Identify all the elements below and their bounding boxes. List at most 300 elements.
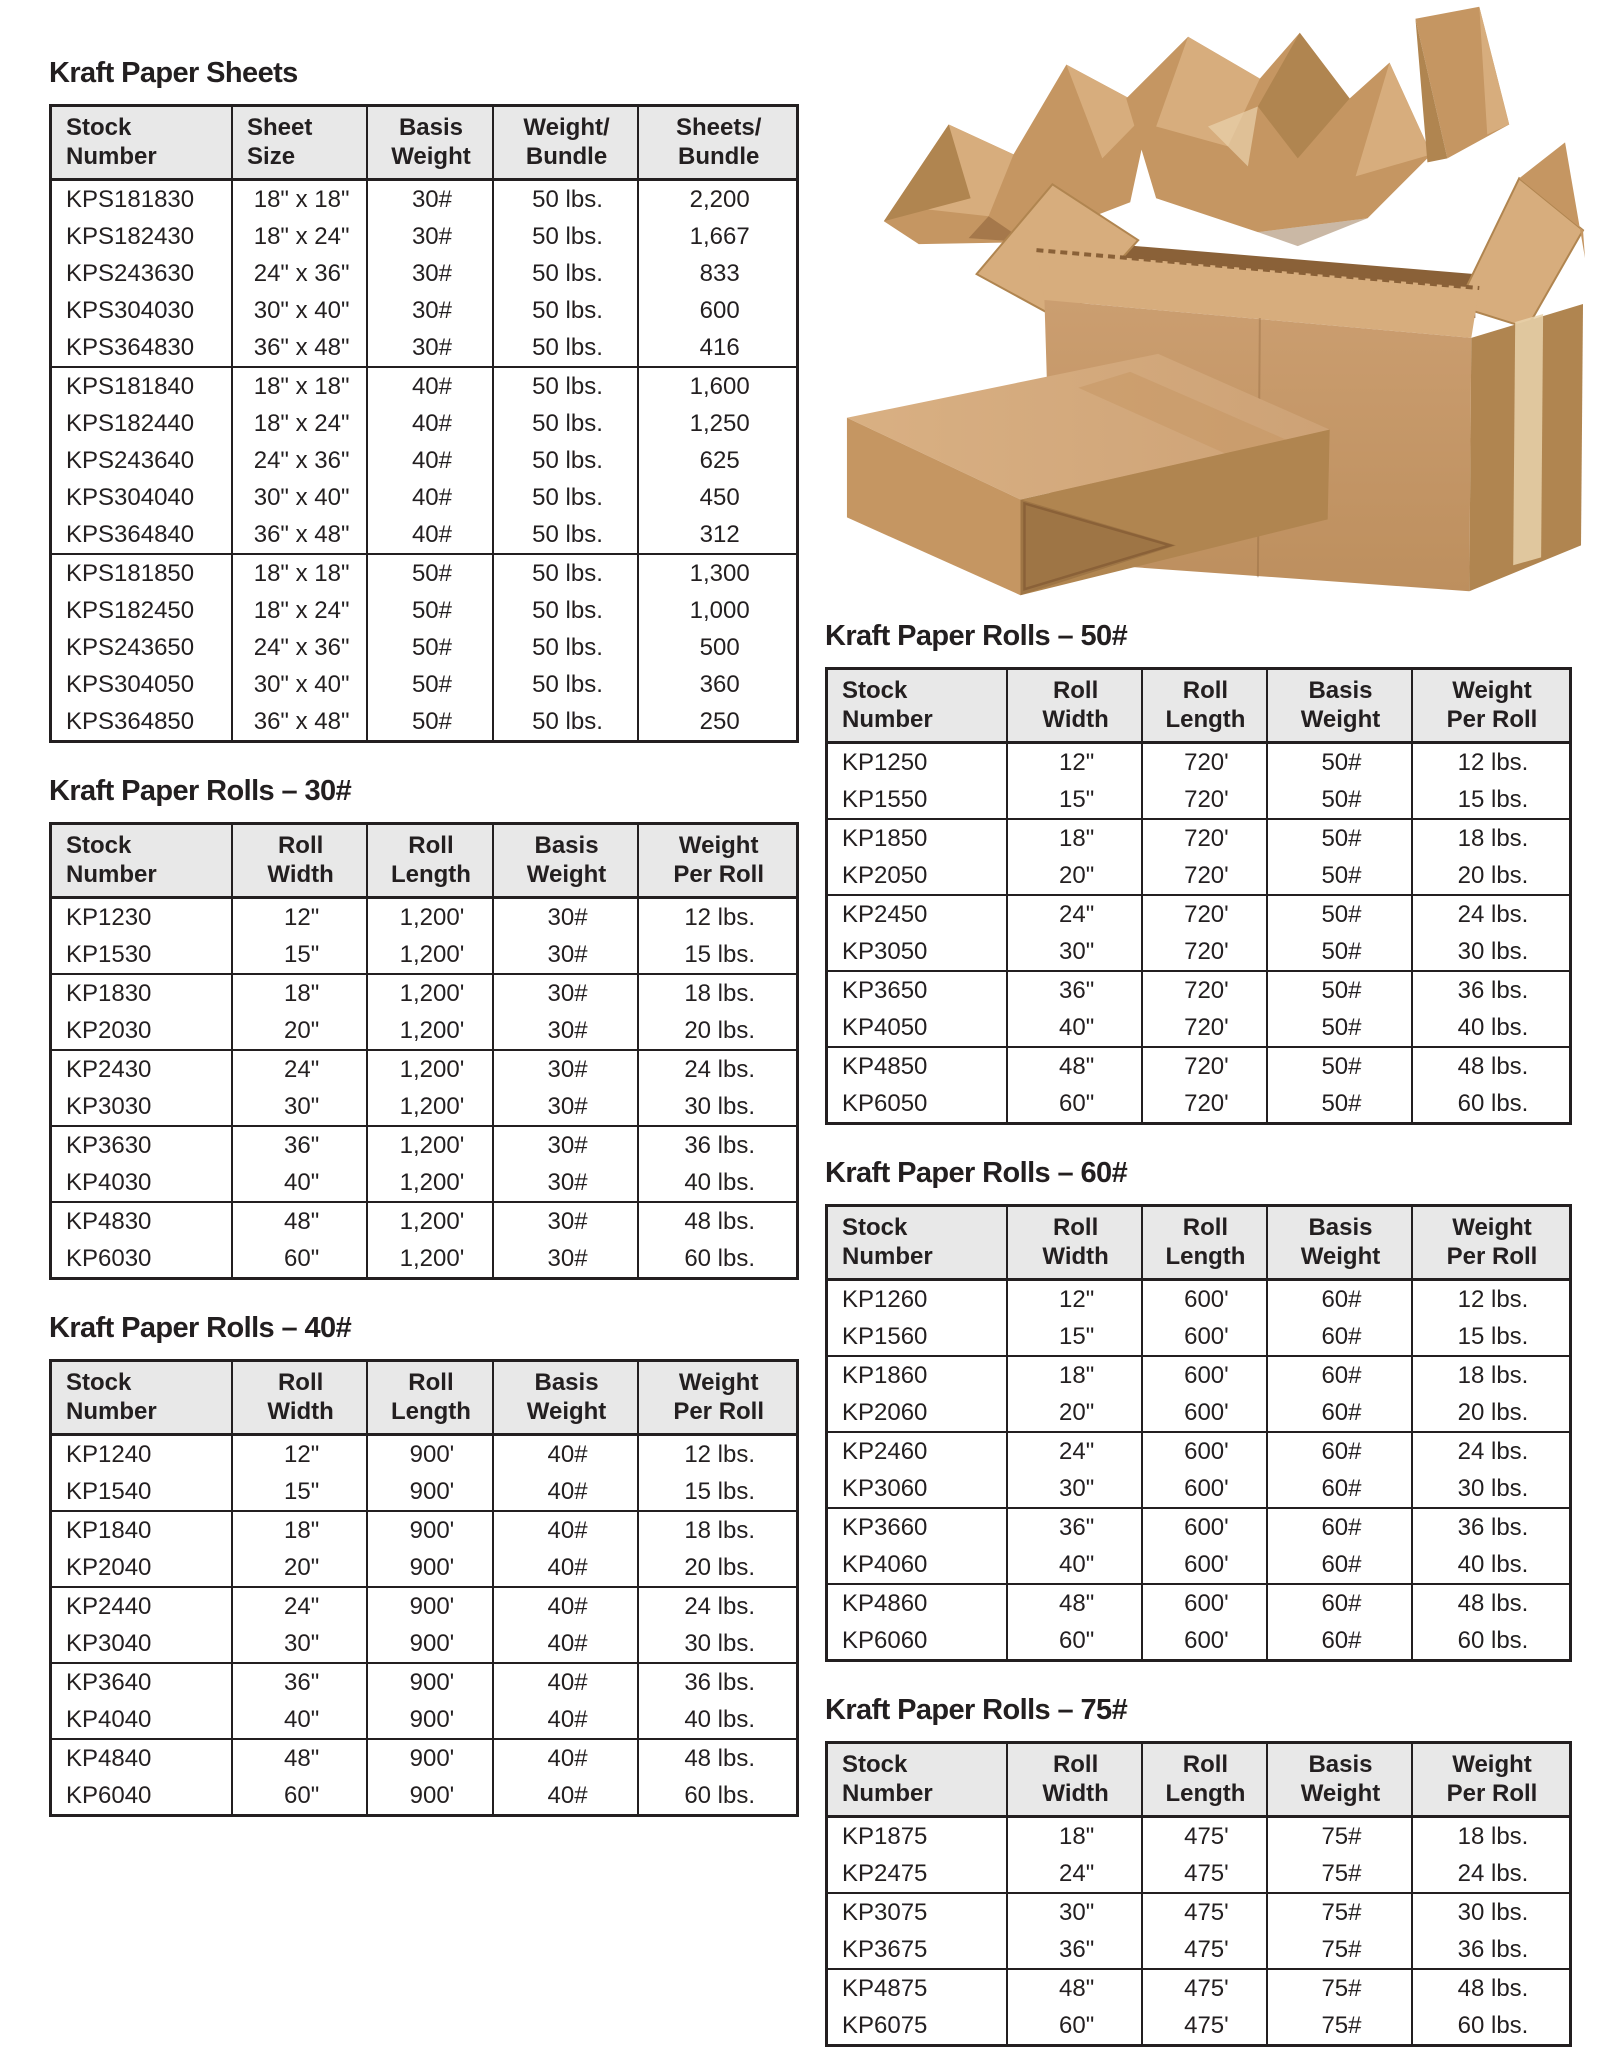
table-cell: 48" <box>1007 1047 1142 1085</box>
table-cell: 75# <box>1267 1969 1412 2007</box>
table-cell: 15" <box>232 1473 367 1511</box>
table-row <box>51 255 798 292</box>
table-row <box>827 2007 1571 2046</box>
table-cell: KP1550 <box>842 786 928 813</box>
table-row <box>51 1777 798 1816</box>
table-row <box>51 292 798 329</box>
table-cell: 1,200' <box>367 1202 492 1240</box>
table-cell: 15" <box>232 936 367 974</box>
table-cell: 900' <box>367 1549 492 1587</box>
table-cell: 50 lbs. <box>493 255 639 292</box>
kraft-paper-rolls-30-table <box>49 822 799 1280</box>
table-cell: 48" <box>1007 1969 1142 2007</box>
table-cell: KP2460 <box>827 1432 1008 1470</box>
table-cell: 18" <box>1007 1817 1142 1856</box>
table-cell: 40# <box>367 516 492 554</box>
column-header: Stock Number <box>827 1743 1008 1817</box>
column-header: Basis Weight <box>493 824 639 898</box>
table-cell: 48 lbs. <box>638 1739 797 1777</box>
table-cell: 50# <box>1267 933 1412 971</box>
table-cell: 60# <box>1267 1280 1412 1319</box>
table-cell: 20" <box>232 1012 367 1050</box>
table-cell: 1,200' <box>367 1050 492 1088</box>
table-cell: 50 lbs. <box>493 554 639 592</box>
table-row <box>51 1050 798 1088</box>
table-cell: KPS364840 <box>66 521 195 548</box>
table-cell: KP3650 <box>827 971 1008 1009</box>
table-cell: 900' <box>367 1473 492 1511</box>
table-row <box>827 1546 1571 1584</box>
table-cell: 50 lbs. <box>493 292 639 329</box>
table-cell: 20 lbs. <box>1412 857 1571 895</box>
table-cell: 40" <box>232 1701 367 1739</box>
table-cell: 18" x 18" <box>232 554 367 592</box>
table-cell: 60 lbs. <box>638 1240 797 1279</box>
table-cell: KP1560 <box>842 1323 928 1350</box>
table-cell: 475' <box>1142 1969 1267 2007</box>
table-row <box>51 629 798 666</box>
table-cell: 500 <box>638 629 797 666</box>
table-cell: 40# <box>367 405 492 442</box>
column-header: Stock Number <box>827 1206 1008 1280</box>
table-cell: 30 lbs. <box>1412 1470 1571 1508</box>
table-cell: KP3060 <box>842 1475 928 1502</box>
table-cell: KP4030 <box>66 1169 152 1196</box>
table-row <box>51 516 798 554</box>
rolls-40-table-wrap <box>49 1359 799 1817</box>
column-header: Weight Per Roll <box>1412 1743 1571 1817</box>
table-cell: 30" x 40" <box>232 666 367 703</box>
table-row <box>827 1817 1571 1856</box>
table-cell: KPS364850 <box>66 708 195 735</box>
table-cell: 12" <box>1007 1280 1142 1319</box>
table-cell: 30" x 40" <box>232 292 367 329</box>
table-cell: 60# <box>1267 1470 1412 1508</box>
column-header: Basis Weight <box>493 1361 639 1435</box>
kraft-paper-photo-illustration <box>829 6 1587 598</box>
table-cell: 475' <box>1142 1817 1267 1856</box>
rolls-50-table-wrap <box>825 667 1572 1125</box>
table-cell: KP1850 <box>827 819 1008 857</box>
table-cell: 60# <box>1267 1584 1412 1622</box>
table-cell: KP1530 <box>66 941 152 968</box>
kraft-paper-rolls-40-table <box>49 1359 799 1817</box>
table-row <box>51 1473 798 1511</box>
header-row <box>51 1361 798 1435</box>
table-cell: 900' <box>367 1511 492 1549</box>
table-cell: 60" <box>232 1240 367 1279</box>
table-cell: KPS243650 <box>66 634 195 661</box>
table-row <box>51 1126 798 1164</box>
table-cell: KP4050 <box>842 1014 928 1041</box>
table-cell: 1,200' <box>367 936 492 974</box>
table-cell: 40# <box>367 479 492 516</box>
table-cell: 30# <box>493 1164 639 1202</box>
table-cell: 30# <box>493 1126 639 1164</box>
table-row <box>51 367 798 405</box>
table-cell: 12 lbs. <box>638 898 797 937</box>
table-cell: 600' <box>1142 1432 1267 1470</box>
table-row <box>827 895 1571 933</box>
table-cell: 50# <box>1267 819 1412 857</box>
table-cell: 20 lbs. <box>638 1012 797 1050</box>
table-cell: 30# <box>493 936 639 974</box>
table-cell: 18 lbs. <box>1412 819 1571 857</box>
table-cell: 48 lbs. <box>638 1202 797 1240</box>
table-cell: 18 lbs. <box>638 1511 797 1549</box>
table-cell: 50# <box>1267 857 1412 895</box>
table-cell: 40# <box>493 1739 639 1777</box>
table-cell: 50# <box>1267 743 1412 782</box>
table-cell: KP4875 <box>827 1969 1008 2007</box>
table-cell: KPS181840 <box>51 367 233 405</box>
table-cell: 30# <box>367 180 492 219</box>
table-cell: 60 lbs. <box>1412 1622 1571 1661</box>
table-cell: 24 lbs. <box>1412 1855 1571 1893</box>
table-cell: 1,200' <box>367 1012 492 1050</box>
table-cell: 600' <box>1142 1584 1267 1622</box>
table-cell: 12" <box>232 898 367 937</box>
table-row <box>827 1931 1571 1969</box>
table-cell: 1,600 <box>638 367 797 405</box>
table-cell: 600' <box>1142 1622 1267 1661</box>
table-cell: KPS182450 <box>66 597 195 624</box>
column-header: Sheets/ Bundle <box>638 106 797 180</box>
table-row <box>827 743 1571 782</box>
table-cell: KP2430 <box>51 1050 233 1088</box>
table-cell: 900' <box>367 1435 492 1474</box>
table-cell: KP2440 <box>51 1587 233 1625</box>
table-cell: 15 lbs. <box>1412 781 1571 819</box>
left-column <box>49 0 799 2047</box>
table-cell: 40# <box>493 1777 639 1816</box>
table-cell: KP6030 <box>66 1245 152 1272</box>
table-cell: KP4040 <box>66 1706 152 1733</box>
table-cell: 50 lbs. <box>493 367 639 405</box>
table-cell: 1,300 <box>638 554 797 592</box>
table-cell: 48 lbs. <box>1412 1584 1571 1622</box>
table-cell: 720' <box>1142 781 1267 819</box>
table-row <box>827 1009 1571 1047</box>
table-row <box>827 1969 1571 2007</box>
table-cell: 36" <box>1007 1508 1142 1546</box>
table-cell: 900' <box>367 1663 492 1701</box>
table-cell: KP3640 <box>51 1663 233 1701</box>
table-cell: 720' <box>1142 857 1267 895</box>
table-cell: 60# <box>1267 1356 1412 1394</box>
table-cell: KP2040 <box>66 1554 152 1581</box>
table-cell: 360 <box>638 666 797 703</box>
table-cell: 50# <box>1267 1047 1412 1085</box>
table-cell: 75# <box>1267 1855 1412 1893</box>
column-header: Roll Length <box>1142 1206 1267 1280</box>
table-cell: 30" <box>1007 1470 1142 1508</box>
table-cell: 30# <box>367 329 492 367</box>
table-cell: 24 lbs. <box>638 1050 797 1088</box>
table-cell: 24" <box>1007 895 1142 933</box>
table-cell: KP1830 <box>51 974 233 1012</box>
table-cell: 18" x 24" <box>232 218 367 255</box>
table-cell: 75# <box>1267 1931 1412 1969</box>
table-cell: 36 lbs. <box>1412 971 1571 1009</box>
table-cell: 50 lbs. <box>493 180 639 219</box>
table-cell: 60# <box>1267 1394 1412 1432</box>
table-cell: 30" <box>232 1625 367 1663</box>
table-cell: KPS181830 <box>66 186 195 213</box>
table-row <box>51 405 798 442</box>
table-cell: 60# <box>1267 1508 1412 1546</box>
table-row <box>51 218 798 255</box>
table-cell: 50 lbs. <box>493 629 639 666</box>
table-cell: 50 lbs. <box>493 442 639 479</box>
table-cell: KP2060 <box>842 1399 928 1426</box>
table-cell: KP3675 <box>842 1936 928 1963</box>
table-cell: 600' <box>1142 1546 1267 1584</box>
table-cell: 48 lbs. <box>1412 1047 1571 1085</box>
table-cell: 50 lbs. <box>493 405 639 442</box>
table-row <box>827 1855 1571 1893</box>
table-cell: KPS182430 <box>66 223 195 250</box>
table-cell: 18 lbs. <box>1412 1817 1571 1856</box>
table-cell: 24 lbs. <box>1412 1432 1571 1470</box>
table-cell: 50# <box>367 629 492 666</box>
table-cell: KPS364830 <box>66 334 195 361</box>
table-cell: 30# <box>493 1088 639 1126</box>
column-header: Roll Length <box>367 1361 492 1435</box>
table-row <box>51 936 798 974</box>
table-cell: 900' <box>367 1701 492 1739</box>
table-cell: 833 <box>638 255 797 292</box>
table-cell: 50# <box>1267 895 1412 933</box>
table-cell: 475' <box>1142 2007 1267 2046</box>
table-cell: KP1840 <box>51 1511 233 1549</box>
header-row <box>51 824 798 898</box>
table-cell: KPS304040 <box>66 484 195 511</box>
table-row <box>827 1432 1571 1470</box>
column-header: Stock Number <box>51 824 233 898</box>
table-cell: 720' <box>1142 743 1267 782</box>
table-cell: 50# <box>1267 781 1412 819</box>
table-cell: 1,200' <box>367 1240 492 1279</box>
table-cell: 24 lbs. <box>1412 895 1571 933</box>
table-cell: KP3660 <box>827 1508 1008 1546</box>
table-cell: 2,200 <box>638 180 797 219</box>
table-cell: 40 lbs. <box>1412 1009 1571 1047</box>
table-cell: KP1250 <box>842 749 928 776</box>
table-cell: 18" x 24" <box>232 405 367 442</box>
table-cell: 1,200' <box>367 898 492 937</box>
table-cell: 60# <box>1267 1318 1412 1356</box>
table-cell: 36 lbs. <box>638 1663 797 1701</box>
table-row <box>51 1549 798 1587</box>
table-cell: 12" <box>232 1435 367 1474</box>
table-cell: 50 lbs. <box>493 666 639 703</box>
table-row <box>51 1164 798 1202</box>
table-cell: KP1230 <box>66 904 152 931</box>
table-cell: KP3040 <box>66 1630 152 1657</box>
table-row <box>827 1394 1571 1432</box>
table-cell: KP4830 <box>51 1202 233 1240</box>
table-cell: 50# <box>367 554 492 592</box>
table-cell: 600 <box>638 292 797 329</box>
table-cell: KP6040 <box>66 1782 152 1809</box>
table-cell: 50# <box>1267 971 1412 1009</box>
table-cell: 50 lbs. <box>493 479 639 516</box>
table-cell: 1,200' <box>367 974 492 1012</box>
column-header: Roll Width <box>232 824 367 898</box>
section-title-rolls-50: Kraft Paper Rolls – 50# <box>825 620 1128 652</box>
table-cell: 60" <box>1007 1622 1142 1661</box>
table-cell: 40# <box>367 367 492 405</box>
table-cell: 18 lbs. <box>1412 1356 1571 1394</box>
table-cell: 18" <box>1007 1356 1142 1394</box>
table-cell: KP6060 <box>842 1627 928 1654</box>
table-cell: 60# <box>1267 1546 1412 1584</box>
table-cell: 30# <box>367 218 492 255</box>
table-cell: 475' <box>1142 1855 1267 1893</box>
table-row <box>51 442 798 479</box>
table-row <box>51 479 798 516</box>
table-cell: 30 lbs. <box>638 1088 797 1126</box>
table-row <box>827 819 1571 857</box>
table-cell: 75# <box>1267 1817 1412 1856</box>
table-cell: 30# <box>493 1202 639 1240</box>
table-cell: 12 lbs. <box>1412 1280 1571 1319</box>
table-cell: 625 <box>638 442 797 479</box>
table-cell: 40 lbs. <box>1412 1546 1571 1584</box>
section-title-rolls-30: Kraft Paper Rolls – 30# <box>49 775 352 807</box>
table-cell: 36" <box>232 1663 367 1701</box>
table-cell: 24" x 36" <box>232 255 367 292</box>
table-cell: 40 lbs. <box>638 1701 797 1739</box>
table-cell: 50# <box>1267 1009 1412 1047</box>
table-cell: 20 lbs. <box>638 1549 797 1587</box>
table-cell: 50 lbs. <box>493 703 639 742</box>
table-cell: 36" <box>232 1126 367 1164</box>
table-cell: KP1875 <box>842 1823 928 1850</box>
table-row <box>51 1088 798 1126</box>
column-header: Sheet Size <box>232 106 367 180</box>
table-cell: 720' <box>1142 1085 1267 1124</box>
column-header: Weight Per Roll <box>638 1361 797 1435</box>
column-header: Roll Width <box>1007 1206 1142 1280</box>
table-cell: 12 lbs. <box>638 1435 797 1474</box>
table-cell: 30# <box>367 292 492 329</box>
table-cell: 312 <box>638 516 797 554</box>
table-cell: 15 lbs. <box>1412 1318 1571 1356</box>
table-row <box>51 898 798 937</box>
table-cell: 30# <box>493 898 639 937</box>
table-row <box>51 592 798 629</box>
table-cell: 50# <box>367 666 492 703</box>
table-cell: KP3630 <box>51 1126 233 1164</box>
table-row <box>827 1893 1571 1931</box>
table-cell: KP2050 <box>842 862 928 889</box>
table-cell: 30# <box>367 255 492 292</box>
table-row <box>51 180 798 219</box>
table-row <box>51 1202 798 1240</box>
table-cell: 900' <box>367 1625 492 1663</box>
table-cell: KP4860 <box>827 1584 1008 1622</box>
table-cell: 40" <box>1007 1546 1142 1584</box>
table-cell: 75# <box>1267 1893 1412 1931</box>
table-cell: 720' <box>1142 933 1267 971</box>
table-cell: 416 <box>638 329 797 367</box>
table-cell: 24" <box>232 1587 367 1625</box>
table-cell: 30" <box>1007 1893 1142 1931</box>
column-header: Stock Number <box>51 1361 233 1435</box>
table-cell: 40# <box>493 1549 639 1587</box>
section-title-rolls-40: Kraft Paper Rolls – 40# <box>49 1312 352 1344</box>
table-cell: KP1240 <box>66 1441 152 1468</box>
table-cell: 50 lbs. <box>493 592 639 629</box>
table-row <box>51 1701 798 1739</box>
table-cell: 24" <box>1007 1432 1142 1470</box>
table-cell: 18" <box>232 1511 367 1549</box>
table-cell: 15" <box>1007 1318 1142 1356</box>
table-row <box>51 1625 798 1663</box>
table-cell: 50 lbs. <box>493 329 639 367</box>
rolls-75-table-wrap <box>825 1741 1572 2047</box>
table-cell: 40# <box>493 1701 639 1739</box>
table-cell: KPS182440 <box>66 410 195 437</box>
table-cell: 40# <box>493 1511 639 1549</box>
table-cell: 475' <box>1142 1893 1267 1931</box>
table-row <box>827 781 1571 819</box>
table-row <box>827 1356 1571 1394</box>
table-cell: 30 lbs. <box>1412 933 1571 971</box>
table-cell: 720' <box>1142 971 1267 1009</box>
column-header: Weight Per Roll <box>1412 1206 1571 1280</box>
table-row <box>827 1584 1571 1622</box>
column-header: Roll Length <box>367 824 492 898</box>
table-cell: 30# <box>493 1050 639 1088</box>
table-row <box>51 329 798 367</box>
table-cell: 30" <box>232 1088 367 1126</box>
table-cell: 60 lbs. <box>1412 2007 1571 2046</box>
table-cell: 36" x 48" <box>232 329 367 367</box>
kraft-paper-rolls-50-table <box>825 667 1572 1125</box>
table-cell: 600' <box>1142 1280 1267 1319</box>
table-cell: 40 lbs. <box>638 1164 797 1202</box>
column-header: Basis Weight <box>1267 1743 1412 1817</box>
column-header: Roll Length <box>1142 669 1267 743</box>
table-cell: 900' <box>367 1739 492 1777</box>
rolls-60-table-wrap <box>825 1204 1572 1662</box>
table-cell: 50# <box>367 703 492 742</box>
table-row <box>51 1511 798 1549</box>
table-cell: 20" <box>1007 857 1142 895</box>
table-cell: 48" <box>232 1202 367 1240</box>
table-row <box>51 666 798 703</box>
table-cell: 24" <box>232 1050 367 1088</box>
table-cell: KPS243630 <box>66 260 195 287</box>
table-cell: 250 <box>638 703 797 742</box>
table-row <box>51 554 798 592</box>
table-cell: 18" x 24" <box>232 592 367 629</box>
table-cell: 50# <box>367 592 492 629</box>
table-cell: 75# <box>1267 2007 1412 2046</box>
table-cell: KP1860 <box>827 1356 1008 1394</box>
section-title-rolls-75: Kraft Paper Rolls – 75# <box>825 1694 1128 1726</box>
table-cell: 36 lbs. <box>638 1126 797 1164</box>
column-header: Roll Width <box>1007 669 1142 743</box>
table-cell: 15 lbs. <box>638 1473 797 1511</box>
table-row <box>51 1240 798 1279</box>
table-cell: 30" <box>1007 933 1142 971</box>
table-cell: 720' <box>1142 895 1267 933</box>
table-cell: 40# <box>493 1473 639 1511</box>
